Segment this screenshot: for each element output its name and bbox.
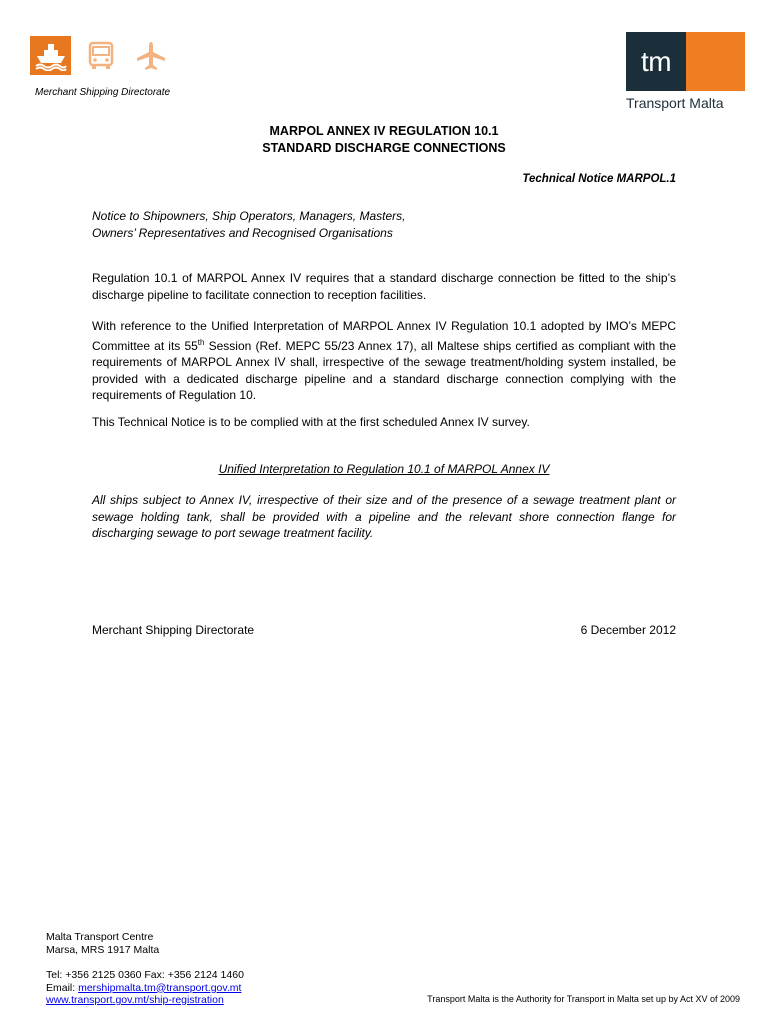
bus-icon: [80, 36, 121, 75]
mode-icons: [30, 36, 171, 75]
paragraph-reference-part2: Session (Ref. MEPC 55/23 Annex 17), all Maltese ships certified as compliant with the requirements of MARPOL Annex IV shall, irrespective of the sewage treatment/holding system installed, be provided with a dedicated discharge pipeline and a standard discharge connection complying with the requirements of Regulation 10.: [92, 338, 676, 402]
paragraph-regulation: Regulation 10.1 of MARPOL Annex IV requires that a standard discharge connection be fitted to the ship’s discharge pipeline to facilitate connection to reception facilities.: [92, 271, 676, 302]
issue-date: 6 December 2012: [580, 623, 676, 637]
document-title-line2: STANDARD DISCHARGE CONNECTIONS: [262, 141, 506, 155]
technical-notice-ref: Technical Notice MARPOL.1: [522, 173, 676, 185]
logo-text: tm: [640, 45, 672, 77]
directorate-label: Merchant Shipping Directorate: [35, 87, 171, 98]
ordinal-suffix: th: [197, 337, 205, 347]
issuer: Merchant Shipping Directorate: [92, 623, 255, 637]
footer-contact: [46, 931, 244, 1007]
paragraph-compliance: This Technical Notice is to be complied with at the first scheduled Annex IV survey.: [92, 415, 530, 429]
website-link[interactable]: www.transport.gov.mt/ship-registration: [46, 994, 224, 1006]
email-line: [46, 982, 244, 995]
logo-dark-block: [626, 32, 686, 91]
transport-malta-logo: [626, 32, 745, 91]
addressees: [92, 208, 405, 242]
addressees-line2: Owners’ Representatives and Recognised Organisations: [92, 226, 393, 240]
ship-icon: [30, 36, 71, 75]
paragraph-reference-part1: With reference to the Unified Interpretation of MARPOL Annex IV Regulation 10.1 adopted by IMO’s MEPC Committee at its 55: [92, 319, 676, 353]
plane-icon: [130, 36, 171, 75]
address-line1: Malta Transport Centre: [46, 931, 154, 943]
tel-fax: Tel: +356 2125 0360 Fax: +356 2124 1460: [46, 969, 244, 981]
email-link[interactable]: mershipmalta.tm@transport.gov.mt: [78, 981, 242, 994]
unified-interpretation-heading: Unified Interpretation to Regulation 10.1 of MARPOL Annex IV: [218, 462, 550, 476]
authority-statement: Transport Malta is the Authority for Transport in Malta set up by Act XV of 2009: [427, 994, 740, 1004]
logo-orange-block: [686, 32, 745, 91]
document-title-line1: MARPOL ANNEX IV REGULATION 10.1: [269, 124, 499, 138]
website-line: [46, 994, 244, 1007]
addressees-line1: Notice to Shipowners, Ship Operators, Managers, Masters,: [92, 209, 406, 223]
paragraph-reference: [92, 318, 676, 404]
unified-interpretation-body: All ships subject to Annex IV, irrespective of their size and of the presence of a sewage treatment plant or sewage holding tank, shall be provided with a pipeline and the relevant shore connection flange for discharging sewage to port sewage treatment facility.: [92, 493, 676, 540]
email-label: Email:: [46, 981, 79, 994]
address-line2: Marsa, MRS 1917 Malta: [46, 943, 160, 956]
logo-caption: Transport Malta: [626, 95, 724, 111]
